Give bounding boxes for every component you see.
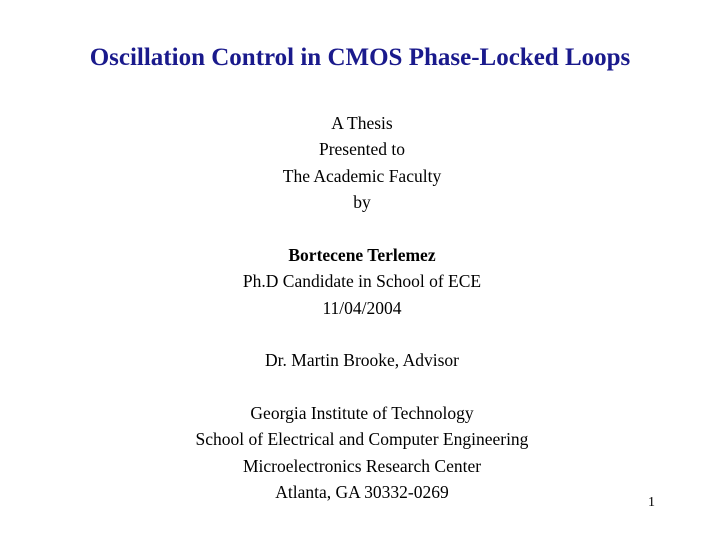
institution-line-center: Microelectronics Research Center bbox=[242, 456, 482, 476]
subtitle-line-presented: Presented to bbox=[318, 139, 406, 159]
slide-title: Oscillation Control in CMOS Phase-Locked Loops bbox=[89, 44, 631, 71]
advisor: Dr. Martin Brooke, Advisor bbox=[265, 350, 459, 370]
institution-line-university: Georgia Institute of Technology bbox=[250, 403, 474, 423]
subtitle-line-thesis: A Thesis bbox=[331, 113, 393, 133]
page-number: 1 bbox=[648, 495, 655, 510]
author-role: Ph.D Candidate in School of ECE bbox=[242, 271, 482, 291]
subtitle-line-by: by bbox=[353, 192, 371, 212]
institution-line-school: School of Electrical and Computer Engineering bbox=[195, 429, 529, 449]
institution-line-address: Atlanta, GA 30332-0269 bbox=[275, 482, 449, 502]
subtitle-line-faculty: The Academic Faculty bbox=[282, 166, 442, 186]
author-name: Bortecene Terlemez bbox=[288, 245, 436, 265]
presentation-date: 11/04/2004 bbox=[322, 298, 402, 318]
